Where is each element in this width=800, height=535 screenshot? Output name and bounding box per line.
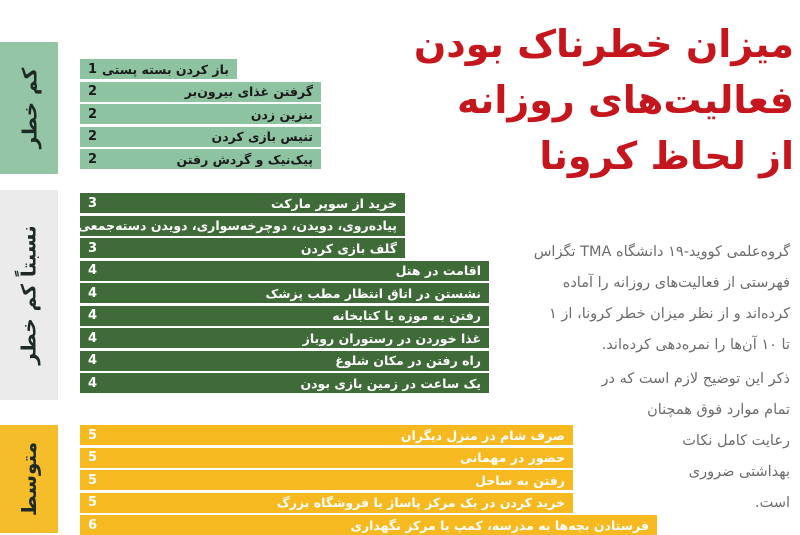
description-line: فهرستی از فعالیت‌های روزانه را آماده bbox=[562, 275, 790, 291]
bar-label: اقامت در هتل bbox=[395, 263, 481, 278]
bar-label: نشستن در اتاق انتظار مطب پزشک bbox=[265, 285, 481, 301]
bar-value: 2 bbox=[88, 151, 98, 167]
bar-label: باز کردن بسته پستی bbox=[101, 61, 229, 77]
title-line-1: میزان خطرناک بودن bbox=[413, 22, 794, 66]
description-line: بهداشتی ضروری bbox=[688, 464, 790, 480]
description-line: گروه‌علمی کووید-۱۹ دانشگاه TMA تگزاس bbox=[533, 244, 790, 260]
bar-medium bbox=[80, 493, 573, 513]
description-line: تا ۱۰ آن‌ها را نمره‌دهی کرده‌اند. bbox=[601, 337, 790, 353]
bar-value: 5 bbox=[88, 495, 98, 510]
bar-value: 4 bbox=[88, 285, 98, 301]
bar-value: 5 bbox=[88, 450, 98, 465]
bar-label: رفتن به ساحل bbox=[475, 472, 565, 488]
bar-value: 2 bbox=[88, 129, 98, 144]
bar-moderate bbox=[80, 373, 489, 393]
bar-value: 3 bbox=[88, 240, 98, 256]
bar-label: غذا خوردن در رستوران روباز bbox=[302, 330, 481, 346]
bar-moderate bbox=[80, 283, 489, 303]
description-line: ذکر این توضیح لازم است که در bbox=[601, 371, 790, 387]
bar-label: پیک‌نیک و گردش رفتن bbox=[176, 151, 313, 167]
bar-low bbox=[80, 149, 321, 169]
bar-moderate bbox=[80, 261, 489, 281]
bar-low bbox=[80, 104, 321, 124]
bar-medium bbox=[80, 470, 573, 490]
category-panel-moderate bbox=[0, 190, 58, 400]
category-panel-low bbox=[0, 42, 58, 174]
title-line-2: فعالیت‌های روزانه bbox=[457, 78, 794, 122]
bar-label: حضور در مهمانی bbox=[459, 450, 565, 465]
category-panel-medium bbox=[0, 425, 58, 533]
bar-value: 5 bbox=[88, 427, 98, 443]
bar-label: صرف شام در منزل دیگران bbox=[400, 427, 565, 443]
description-line: رعایت کامل نکات bbox=[682, 433, 790, 449]
description-line: کرده‌اند و از نظر میزان خطر کرونا، از ۱ bbox=[548, 306, 790, 322]
bar-label: گلف بازی کردن bbox=[300, 240, 397, 256]
bar-low bbox=[80, 127, 321, 147]
description-line: است. bbox=[754, 495, 790, 511]
category-label-medium: متوسط bbox=[17, 441, 42, 517]
bar-moderate bbox=[80, 351, 489, 371]
bar-value: 3 bbox=[88, 195, 98, 211]
bar-label: پیاده‌روی، دویدن، دوچرخه‌سواری، دویدن دسته‌جمعی bbox=[77, 218, 397, 233]
bar-value: 5 bbox=[88, 472, 98, 488]
category-label-moderate: نسبتاً کم خطر bbox=[17, 225, 41, 365]
category-label-low: کم خطر bbox=[17, 67, 41, 149]
bar-label: راه رفتن در مکان شلوغ bbox=[335, 353, 481, 368]
description-line: تمام موارد فوق همچنان bbox=[647, 402, 790, 418]
bar-value: 4 bbox=[88, 353, 98, 368]
bar-label: خرید از سوپر مارکت bbox=[271, 195, 397, 211]
bar-moderate bbox=[80, 328, 489, 348]
bar-medium bbox=[80, 448, 573, 468]
bar-moderate bbox=[68, 216, 405, 236]
bar-value: 4 bbox=[88, 308, 98, 323]
bar-value: 1 bbox=[88, 61, 98, 77]
bar-medium bbox=[80, 425, 573, 445]
bar-value: 2 bbox=[88, 106, 98, 122]
bar-label: رفتن به موزه یا کتابخانه bbox=[332, 308, 481, 323]
bar-value: 2 bbox=[88, 84, 98, 99]
title-line-3: از لحاظ کرونا bbox=[539, 134, 794, 178]
bar-label: تنیس بازی کردن bbox=[211, 129, 313, 144]
bar-value: 6 bbox=[88, 517, 98, 533]
bar-label: بنزین زدن bbox=[250, 106, 313, 122]
bar-medium bbox=[80, 515, 657, 535]
bar-moderate bbox=[80, 306, 489, 326]
bar-value: 4 bbox=[88, 263, 98, 278]
bar-value: 4 bbox=[88, 375, 98, 391]
bar-moderate bbox=[80, 193, 405, 213]
bar-low bbox=[80, 59, 237, 79]
bar-value: 4 bbox=[88, 330, 98, 346]
bar-label: فرستادن بچه‌ها به مدرسه، کمپ یا مرکز نگهداری bbox=[350, 517, 649, 533]
bar-moderate bbox=[80, 238, 405, 258]
bar-label: یک ساعت در زمین بازی بودن bbox=[300, 375, 481, 391]
bar-label: خرید کردن در یک مرکز پاساژ یا فروشگاه بزرگ bbox=[276, 495, 565, 510]
bar-low bbox=[80, 82, 321, 102]
bar-value: 3 bbox=[68, 218, 78, 233]
bar-label: گرفتن غذای بیرون‌بر bbox=[184, 84, 313, 99]
